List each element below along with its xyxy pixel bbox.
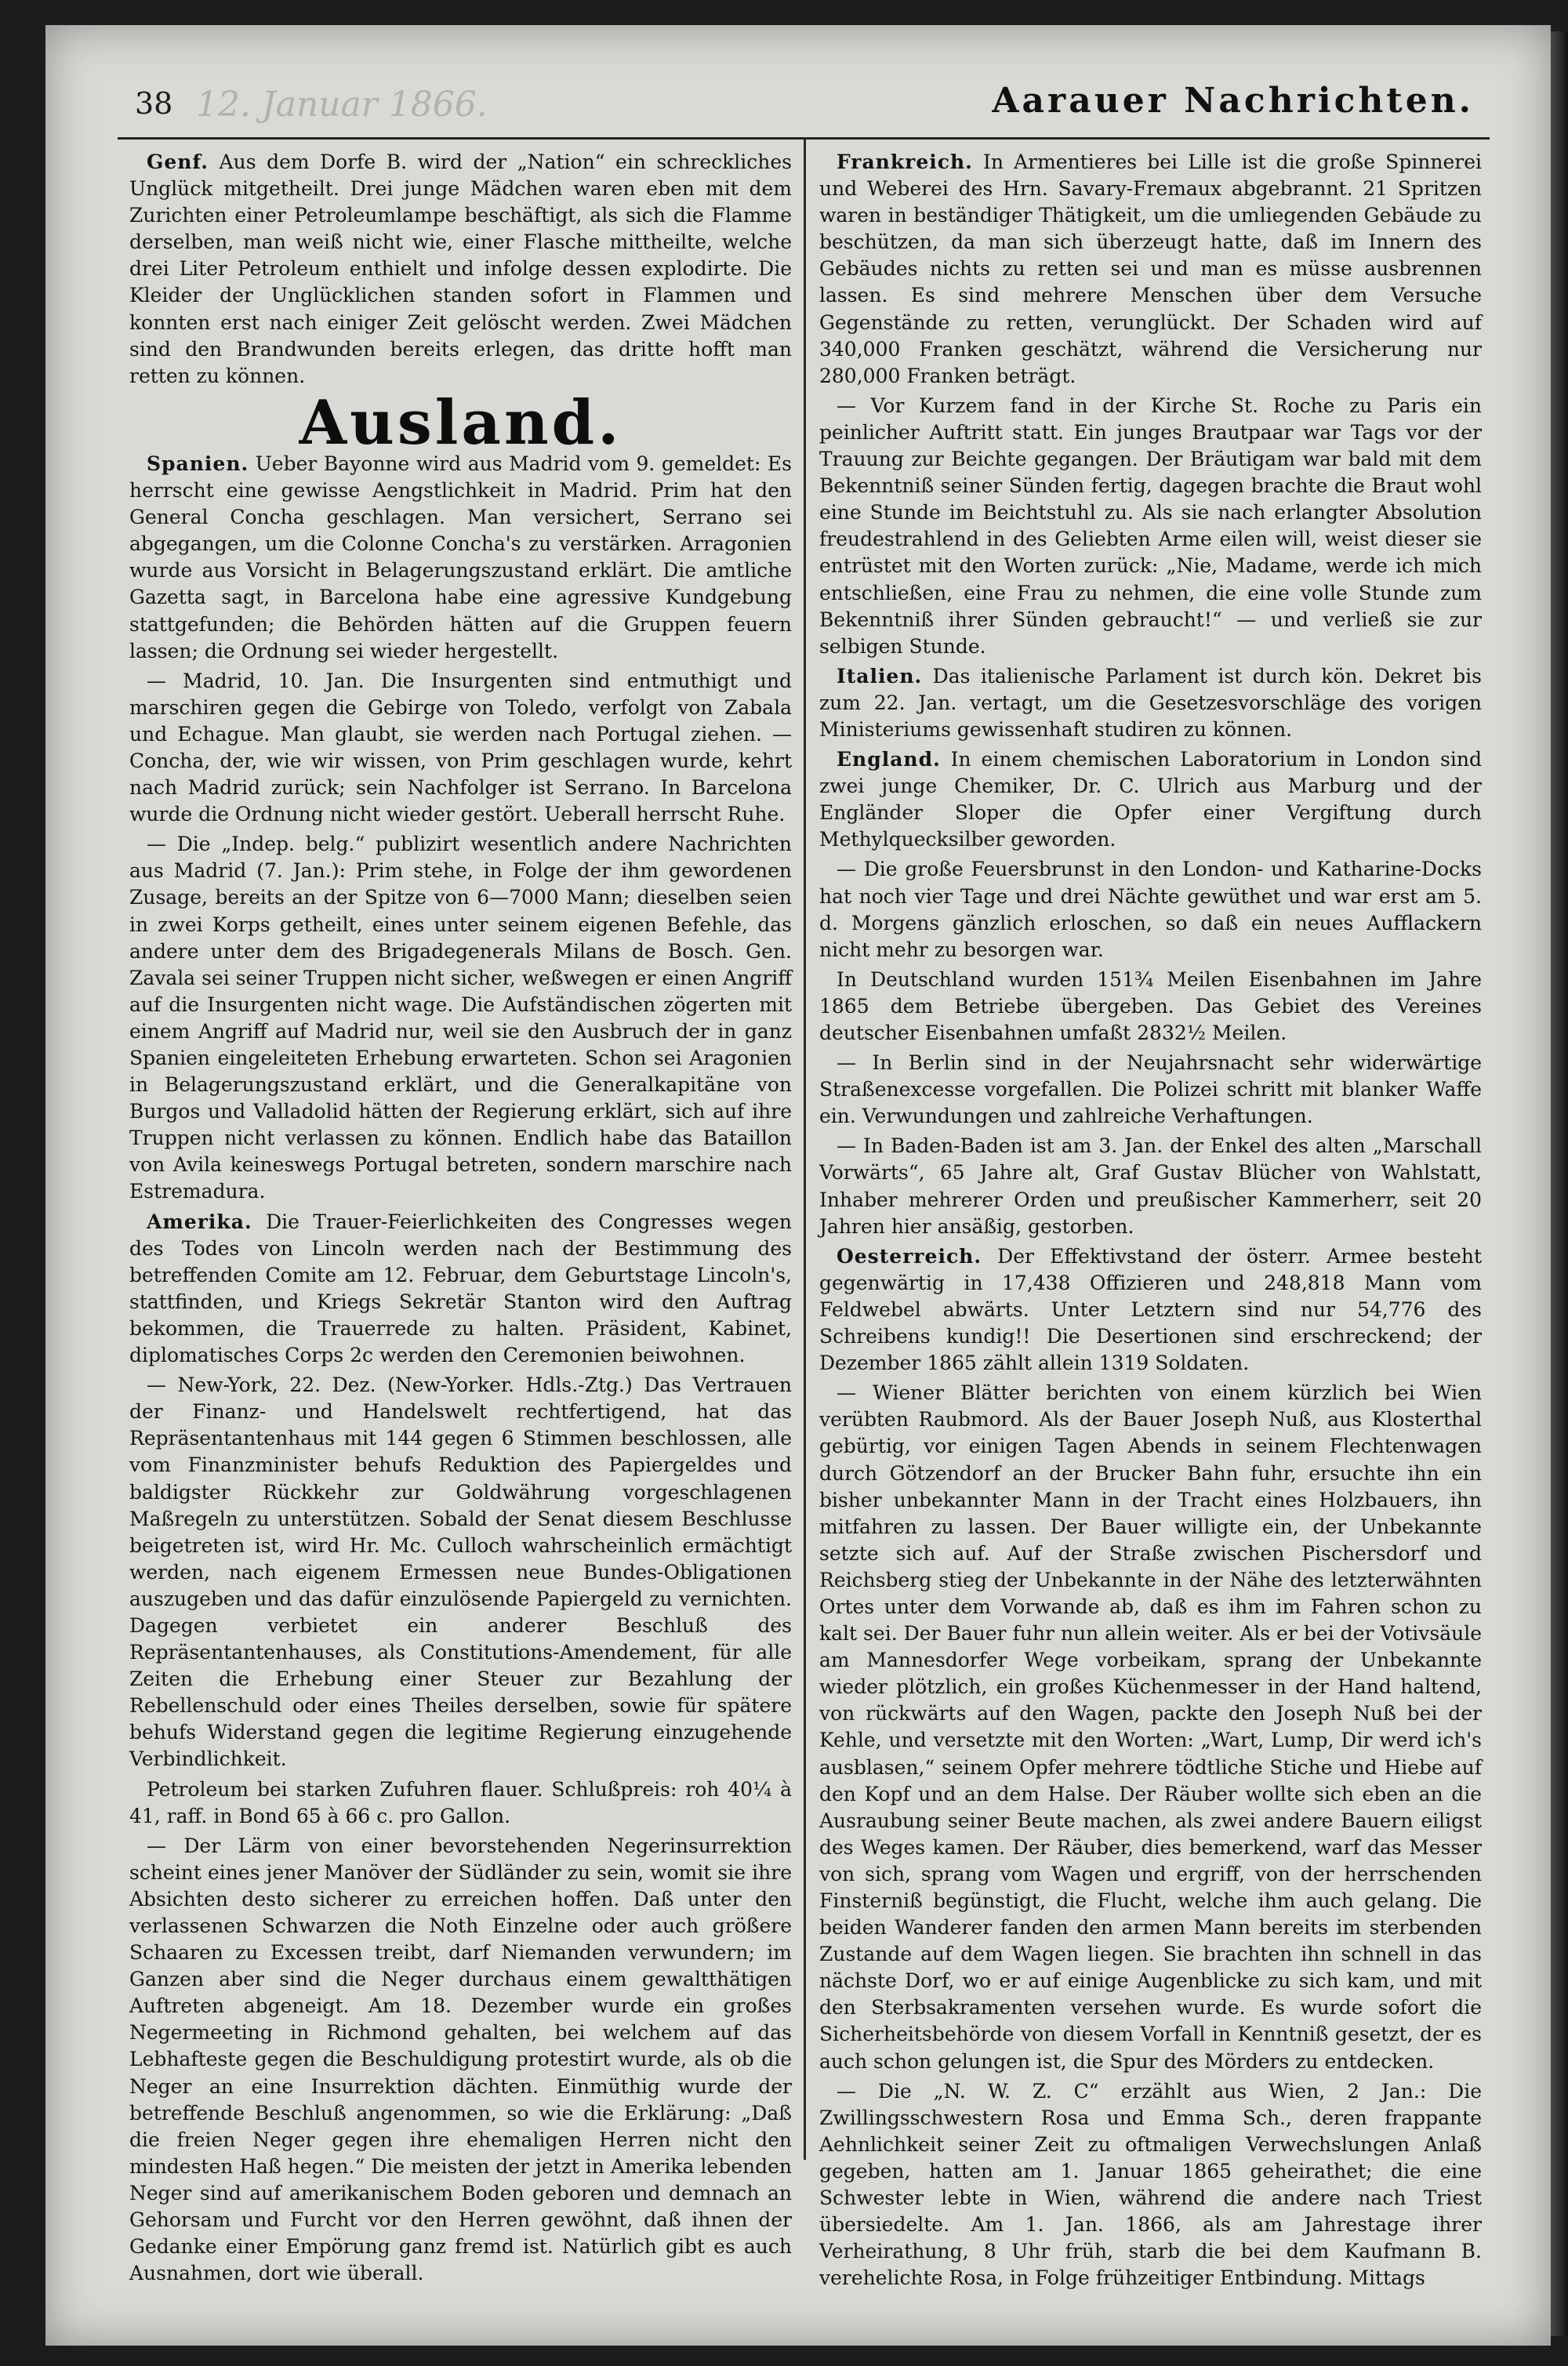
page-number: 38: [135, 86, 173, 121]
column-divider: [804, 137, 806, 2160]
newspaper-title: Aarauer Nachrichten.: [992, 81, 1474, 121]
article-text: Ueber Bayonne wird aus Madrid vom 9. gemeldet: Es herrscht eine gewisse Aengstlichkeit in Madrid. Prim hat den General Concha geschlagen. Man versichert, Serrano sei abgegangen, um die Colonne Concha's zu verstärken. Arragonien wurde aus Vorsicht in Belagerungszustand erklärt. Die amtliche Gazetta sagt, in Barcelona habe eine agressive Kundgebung stattgefunden; die Behörden hätten auf die Gruppen feuern lassen; die Ordnung sei wieder hergestellt.: [129, 452, 792, 662]
article-lead: Amerika.: [147, 1210, 252, 1233]
article-england: [819, 746, 1482, 853]
article-lead: England.: [837, 748, 941, 771]
article-text: Die Trauer-Feierlichkeiten des Congresses wegen des Todes von Lincoln werden nach der Bestimmung des betreffenden Comite am 12. Februar, dem Geburtstage Lincoln's, stattfinden, und Kriegs Sekretär Stanton wird den Auftrag bekommen, die Trauerrede zu halten. Präsident, Kabinet, diplomatisches Corps 2c werden den Ceremonien beiwohnen.: [129, 1210, 792, 1367]
article-text: In einem chemischen Laboratorium in London sind zwei junge Chemiker, Dr. C. Ulrich aus Marburg und der Engländer Sloper die Opfer einer Vergiftung durch Methylquecksilber geworden.: [819, 748, 1482, 851]
article-paragraph: — Vor Kurzem fand in der Kirche St. Roche zu Paris ein peinlicher Auftritt statt. Ein junges Brautpaar war Tags vor der Trauung zur Beichte gegangen. Der Bräutigam war bald mit dem Bekenntniß seiner Sünden fertig, dagegen brachte die Braut wohl eine Stunde im Beichtstuhl zu. Als sie nach erlangter Absolution freudestrahlend in des Geliebten Arme eilen will, weist dieser sie entrüstet mit den Worten zurück: „Nie, Madame, werde ich mich entschließen, eine Frau zu nehmen, die eine volle Stunde zum Bekenntniß ihrer Sünden gebraucht!“ — und verließ sie zur selbigen Stunde.: [819, 394, 1482, 658]
page-header: [118, 74, 1490, 140]
article-frankreich: [819, 149, 1482, 390]
article-paragraph: — Die große Feuersbrunst in den London- und Katharine-Docks hat noch vier Tage und drei Nächte gewüthet und war erst am 5. d. Morgens gänzlich erloschen, so daß ein neues Aufflackern nicht mehr zu besorgen war.: [819, 858, 1482, 961]
article-paragraph: Petroleum bei starken Zufuhren flauer. Schlußpreis: roh 40¼ à 41, raff. in Bond 65 à 66 c. pro Gallon.: [129, 1777, 792, 1827]
article-paragraph: — Die „N. W. Z. C“ erzählt aus Wien, 2 Jan.: Die Zwillingsschwestern Rosa und Emma Sch., deren frappante Aehnlichkeit seiner Zeit zu oftmaligen Verwechslungen Anlaß gegeben, hatten am 1. Januar 1865 geheirathet; die eine Schwester lebte in Wien, während die andere nach Triest übersiedelte. Am 1. Jan. 1866, als am Jahrestage ihrer Verheirathung, 8 Uhr früh, starb die bei dem Kaufmann B. verehelichte Rosa, in Folge frühzeitiger Entbindung. Mittags: [819, 2079, 1482, 2290]
article-paragraph: — Wiener Blätter berichten von einem kürzlich bei Wien verübten Raubmord. Als der Bauer Joseph Nuß, aus Klosterthal gebürtig, vor einigen Tagen Abends in seinem Flechtenwagen durch Götzendorf an der Brucker Bahn fuhr, ersuchte ihn ein bisher unbekannter Mann in der Tracht eines Holzbauers, ihn mitfahren zu lassen. Der Bauer willigte ein, der Unbekannte setzte sich auf. Auf der Straße zwischen Pischersdorf und Reichsberg stieg der Unbekannte in der Nähe des letzterwähnten Ortes unter dem Vorwande ab, daß es ihm im Fahren schon zu kalt sei. Der Bauer fuhr nun allein weiter. Als er bei der Votivsäule am Mannesdorfer Wege vorbeikam, sprang der Unbekannte wieder plötzlich, ein großes Küchenmesser in der Hand haltend, von rückwärts auf den Wagen, packte den Joseph Nuß bei der Kehle, und versetzte mit den Worten: „Wart, Lump, Dir werd ich's ausblasen,“ seinem Opfer mehrere tödtliche Stiche und Hiebe auf den Kopf und an dem Halse. Der Räuber wollte sich eben an die Ausraubung seiner Beute machen, als zwei andere Bauern eiligst des Weges kamen. Der Räuber, dies bemerkend, warf das Messer von sich, sprang vom Wagen und ergriff, von der herrschenden Finsterniß begünstigt, die Flucht, welche ihm auch gelang. Die beiden Wanderer fanden den armen Mann bereits im sterbenden Zustande auf dem Wagen liegen. Sie brachten ihn schnell in das nächste Dorf, wo er auf einige Augenblicke zu sich kam, und mit den Sterbsakramenten versehen wurde. Es wurde sofort die Sicherheitsbehörde von diesem Vorfall in Kenntniß gesetzt, der es auch schon gelungen ist, die Spur des Mörders zu entdecken.: [819, 1381, 1482, 2073]
article-text: In Armentieres bei Lille ist die große Spinnerei und Weberei des Hrn. Savary-Fremaux abgebrannt. 21 Spritzen waren in beständiger Thätigkeit, um die umliegenden Gebäude zu beschützen, da man sich überzeugt hatte, daß im Innern des Gebäudes nichts zu retten sei und man es müsse ausbrennen lassen. Es sind mehrere Menschen über dem Versuche Gegenstände zu retten, verunglückt. Der Schaden wird auf 340,000 Franken geschätzt, während die Versicherung nur 280,000 Franken beträgt.: [819, 151, 1482, 387]
article-text: Das italienische Parlament ist durch kön. Dekret bis zum 22. Jan. vertagt, um die Gesetzesvorschläge des vorigen Ministeriums gewissenhaft studiren zu können.: [819, 664, 1482, 741]
article-text: Aus dem Dorfe B. wird der „Nation“ ein schreckliches Unglück mitgetheilt. Drei junge Mädchen waren eben mit dem Zurichten einer Petroleumlampe beschäftigt, als sich die Flamme derselben, man weiß nicht wie, einer Flasche mittheilte, welche drei Liter Petroleum enthielt und infolge dessen explodirte. Die Kleider der Unglücklichen standen sofort in Flammen und konnten erst nach einiger Zeit gelöscht werden. Zwei Mädchen sind den Brandwunden bereits erlegen, das dritte hofft man retten zu können.: [129, 151, 793, 387]
article-lead: Frankreich.: [837, 151, 973, 173]
left-column: [129, 149, 792, 2290]
article-genf: [129, 149, 792, 390]
article-amerika: [129, 1209, 792, 1370]
article-lead: Spanien.: [147, 452, 249, 475]
article-paragraph: — New-York, 22. Dez. (New-Yorker. Hdls.-Ztg.) Das Vertrauen der Finanz- und Handelswelt rechtfertigend, hat das Repräsentantenhaus mit 144 gegen 6 Stimmen beschlossen, alle vom Finanzminister behufs Reduktion des Papiergeldes und baldigster Rückkehr zur Goldwährung vorgeschlagenen Maßregeln zu unterstützen. Sobald der Senat diesem Beschlusse beigetreten ist, wird Hr. Mc. Culloch wahrscheinlich ermächtigt werden, nach eigenem Ermessen neue Bundes-Obligationen auszugeben und das dafür einzulösende Papiergeld zu vernichten. Dagegen verbietet ein anderer Beschluß des Repräsentantenhauses, als Constitutions-Amendement, für alle Zeiten die Erhebung einer Steuer zur Bezahlung der Rebellenschuld oder eines Theiles derselben, sowie für spätere behufs Widerstand gegen die legitime Regierung einzugehende Verbindlichkeit.: [129, 1374, 792, 1771]
article-deutschland: In Deutschland wurden 151¾ Meilen Eisenbahnen im Jahre 1865 dem Betriebe übergeben. Das Gebiet des Vereines deutscher Eisenbahnen umfaßt 2832½ Meilen.: [819, 967, 1482, 1044]
article-italien: [819, 663, 1482, 743]
article-oesterreich: [819, 1243, 1482, 1377]
article-paragraph: — In Berlin sind in der Neujahrsnacht sehr widerwärtige Straßenexcesse vorgefallen. Die Polizei schritt mit blanker Waffe ein. Verwundungen und zahlreiche Verhaftungen.: [819, 1051, 1482, 1128]
article-paragraph: — Der Lärm von einer bevorstehenden Negerinsurrektion scheint eines jener Manöver der Südländer zu sein, womit sie ihre Absichten desto sicherer zu erreichen hoffen. Daß unter den verlassenen Schwarzen die Noth Einzelne oder auch größere Schaaren zu Excessen treibt, darf Niemanden verwundern; im Ganzen aber sind die Neger durchaus einem gewaltthätigen Auftreten abgeneigt. Am 18. Dezember wurde ein großes Negermeeting in Richmond gehalten, bei welchem auf das Lebhafteste gegen die Beschuldigung protestirt wurde, als ob die Neger an eine Insurrektion dächten. Einmüthig wurde der betreffende Beschluß angenommen, so wie die Erklärung: „Daß die freien Neger gegen ihre ehemaligen Herren nicht den mindesten Haß hegen.“ Die meisten der jetzt in Amerika lebenden Neger sind auf amerikanischem Boden geboren und demnach an Gehorsam und Furcht vor den Herren gewöhnt, daß ihnen der Gedanke einer Empörung ganz fremd ist. Natürlich gibt es auch Ausnahmen, dort wie überall.: [129, 1834, 792, 2285]
article-text: Der Effektivstand der österr. Armee besteht gegenwärtig in 17,438 Offizieren und 248,818 Mann vom Feldwebel abwärts. Unter Letztern sind nur 54,776 des Schreibens kundig!! Die Desertionen sind erschreckend; der Dezember 1865 zählt allein 1319 Soldaten.: [819, 1244, 1482, 1375]
article-spanien: [129, 451, 792, 665]
article-paragraph: — Die „Indep. belg.“ publizirt wesentlich andere Nachrichten aus Madrid (7. Jan.): Prim stehe, in Folge der ihm gewordenen Zusage, bereits an der Spitze von 6—7000 Mann; dieselben seien in zwei Korps getheilt, eines unter seinem eigenen Befehle, das andere unter dem des Brigadegenerals Milans de Bosch. Gen. Zavala sei seiner Truppen nicht sicher, weßwegen er einen Angriff auf die Insurgenten nicht wage. Die Aufständischen zögerten mit einem Angriff auf Madrid nur, weil sie den Ausbruch der in ganz Spanien eingeleiteten Erhebung erwarteten. Schon sei Aragonien in Belagerungszustand erklärt, und die Generalkapitäne von Burgos und Valladolid hätten der Regierung erklärt, sich auf ihre Truppen nicht verlassen zu können. Endlich habe das Bataillon von Avila keineswegs Portugal betreten, sondern marschire nach Estremadura.: [129, 833, 792, 1203]
article-lead: Oesterreich.: [837, 1244, 982, 1268]
bleed-through-text: 12. Januar 1866.: [196, 85, 488, 125]
article-paragraph: — Madrid, 10. Jan. Die Insurgenten sind entmuthigt und marschiren gegen die Gebirge von Toledo, verfolgt von Zabala und Echague. Man glaubt, sie werden nach Portugal ziehen. — Concha, der, wie wir wissen, von Prim geschlagen wurde, kehrt nach Madrid zurück; sein Nachfolger ist Serrano. In Barcelona wurde die Ordnung nicht wieder gestört. Ueberall herrscht Ruhe.: [129, 669, 792, 826]
article-paragraph: — In Baden-Baden ist am 3. Jan. der Enkel des alten „Marschall Vorwärts“, 65 Jahre alt, Graf Gustav Blücher von Wahlstatt, Inhaber mehrerer Orden und preußischer Kammerherr, seit 20 Jahren hier ansäßig, gestorben.: [819, 1134, 1482, 1238]
right-column: [819, 149, 1482, 2295]
article-lead: Italien.: [837, 664, 923, 688]
section-heading: Ausland.: [299, 386, 622, 459]
article-lead: Genf.: [147, 151, 209, 173]
